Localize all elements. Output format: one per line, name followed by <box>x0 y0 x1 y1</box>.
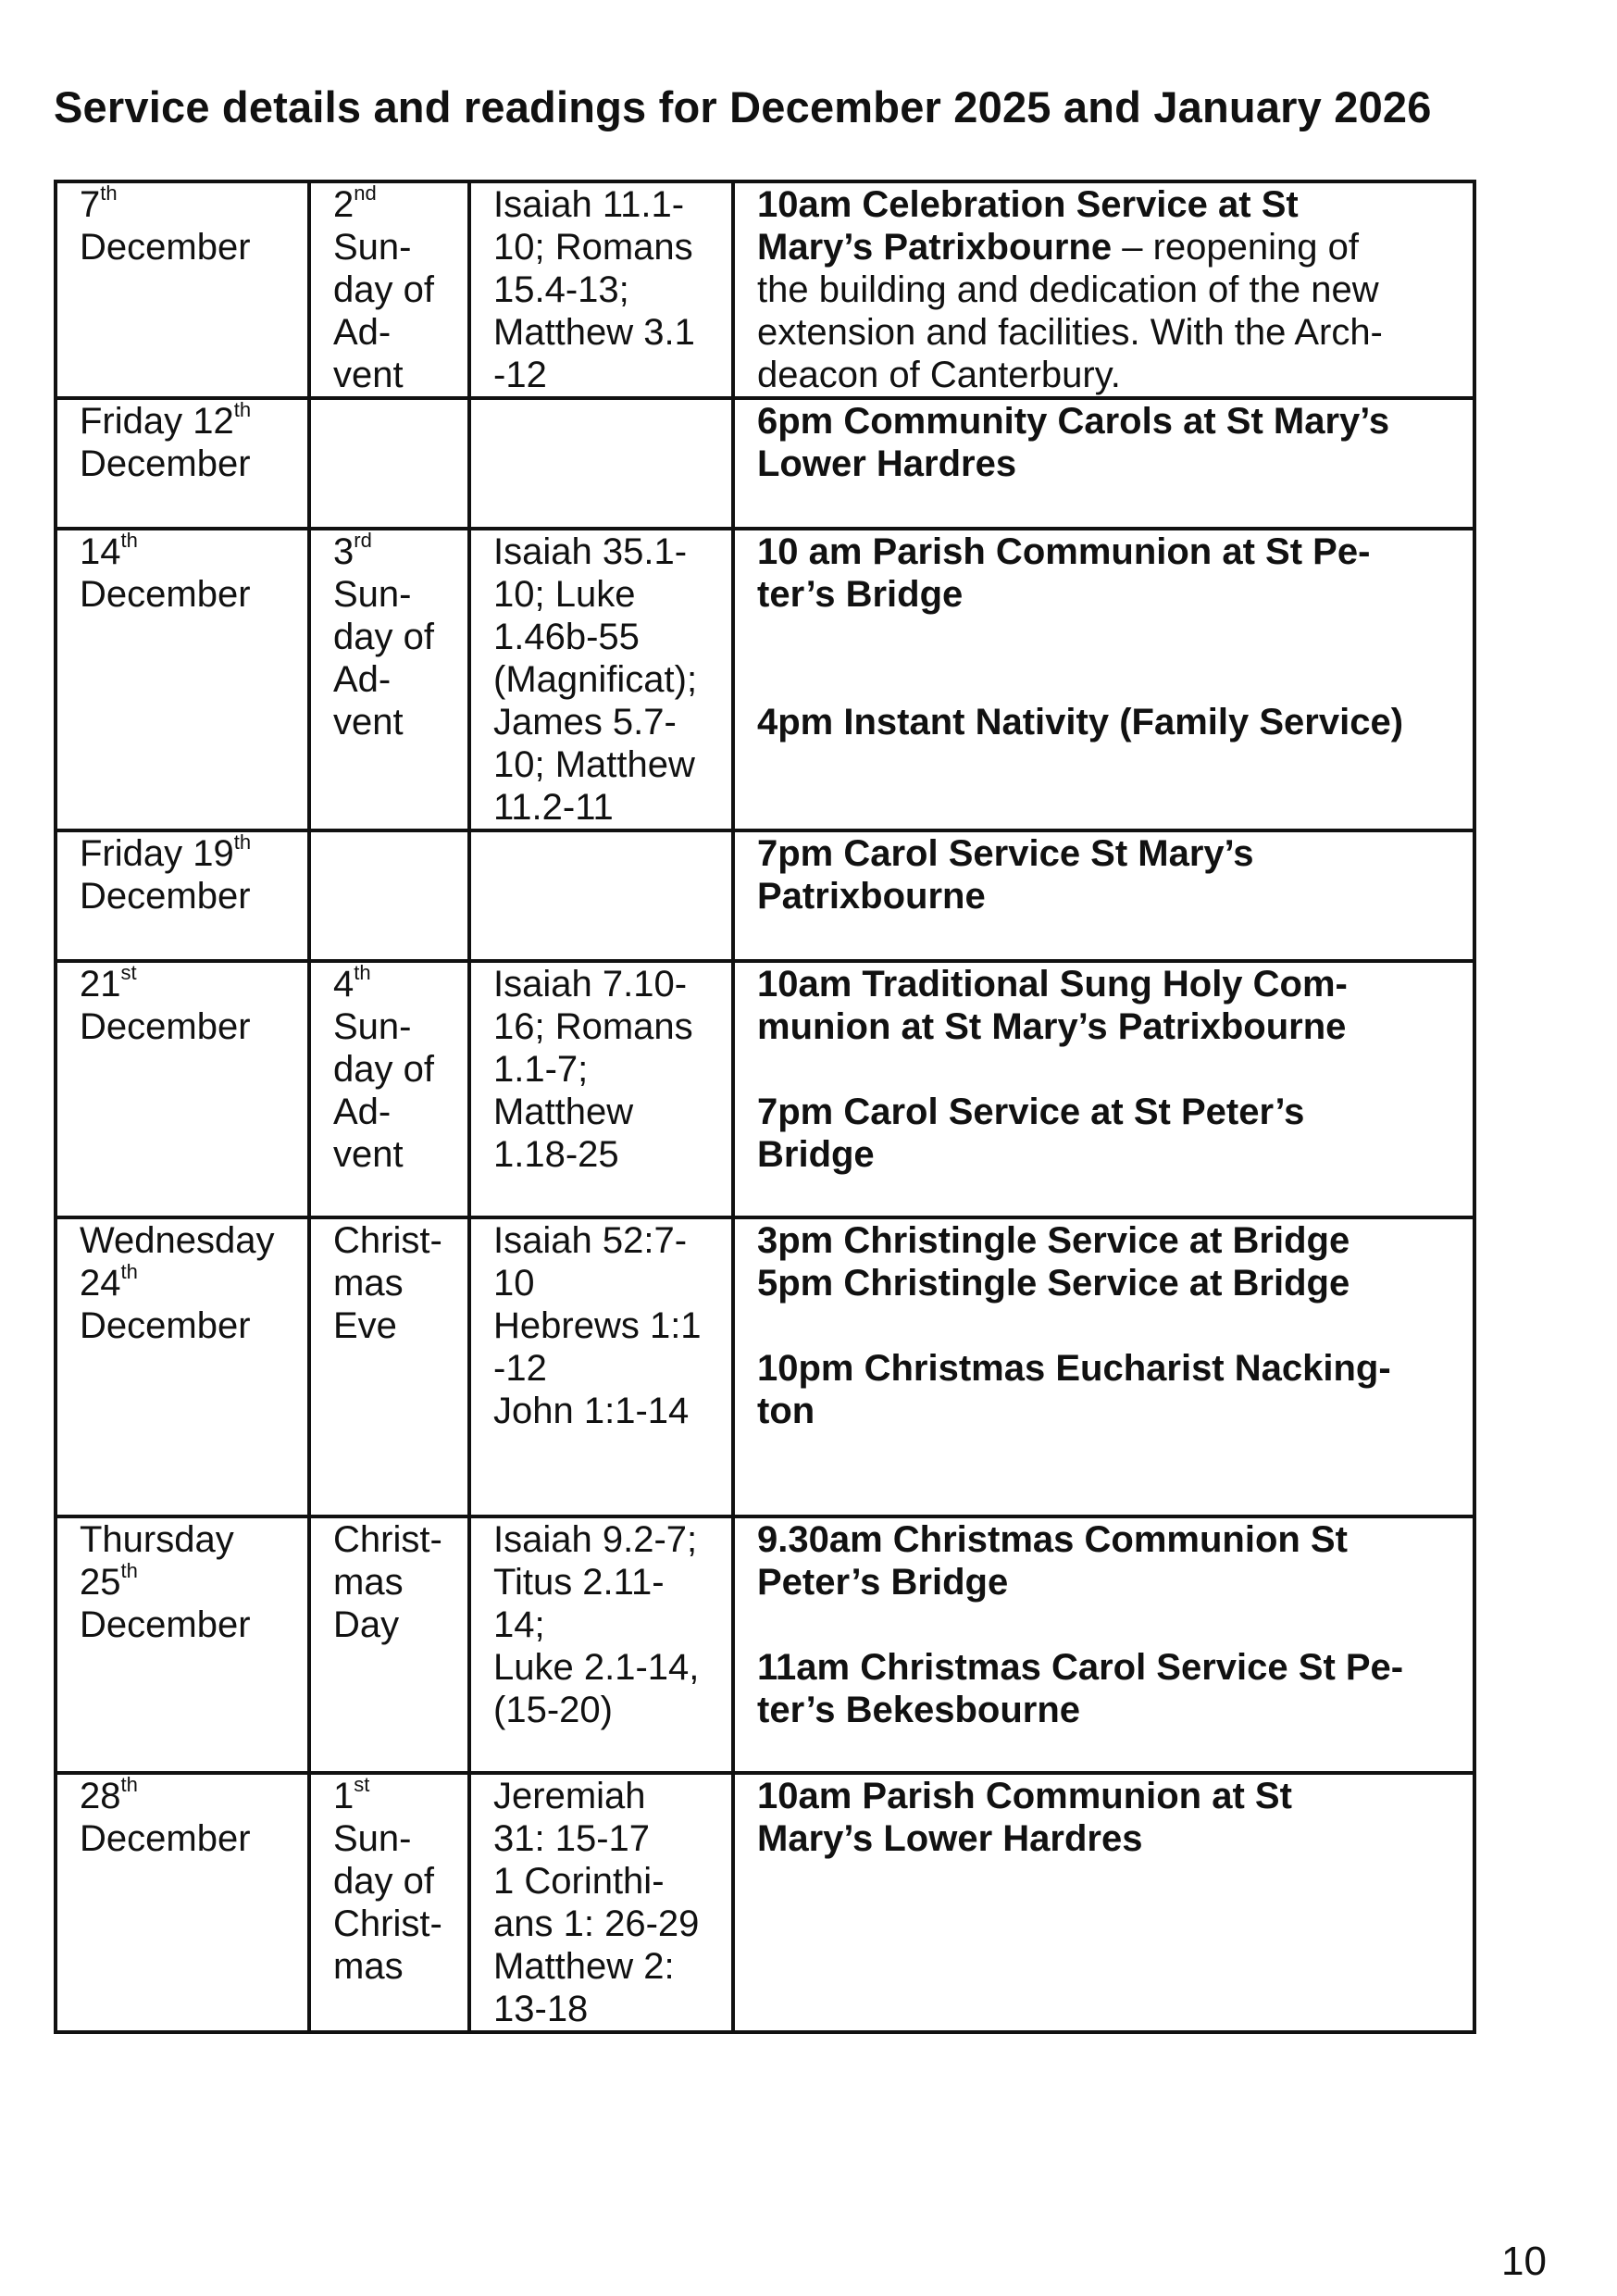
services-cell <box>733 1516 1474 1773</box>
date-number <box>80 1262 294 1304</box>
service-line <box>757 530 1460 573</box>
service-bold-text: 5pm Christingle Service at Bridge <box>757 1263 1350 1304</box>
liturgical-day-cell <box>309 398 469 529</box>
service-line <box>757 832 1460 875</box>
liturgical-day-line: mas <box>333 1562 404 1603</box>
reading-line: John 1:1-14 <box>493 1391 690 1431</box>
service-bold-text: Peter’s Bridge <box>757 1562 1009 1603</box>
services-cell <box>733 529 1474 830</box>
date-ordinal: th <box>100 181 118 205</box>
date-ordinal: th <box>120 1260 138 1283</box>
service-text: – reopening of <box>1112 227 1359 268</box>
service-bold-text: Lower Hardres <box>757 443 1017 484</box>
service-line <box>757 963 1460 1005</box>
date-prefix: 14 <box>80 531 121 572</box>
page-title: Service details and readings for December 2025 and January 2026 <box>54 82 1432 131</box>
sunday-number <box>333 183 454 226</box>
service-line <box>757 1561 1460 1603</box>
service-line <box>757 443 1460 485</box>
liturgical-day-line: Sun- <box>333 574 412 615</box>
service-line <box>757 1005 1460 1048</box>
liturgical-day-line: Sun- <box>333 1006 412 1047</box>
date-ordinal: st <box>120 961 137 984</box>
date-prefix: 7 <box>80 184 101 225</box>
readings-cell <box>469 1773 733 2032</box>
date-prefix: 25 <box>80 1562 121 1603</box>
liturgical-day-line: Eve <box>333 1305 397 1346</box>
services-cell <box>733 398 1474 529</box>
reading-line: Hebrews 1:1 <box>493 1305 702 1346</box>
service-row <box>56 1217 1474 1516</box>
liturgical-day-cell <box>309 181 469 398</box>
liturgical-day-line: Christ- <box>333 1519 442 1560</box>
reading-line: 14; <box>493 1604 545 1645</box>
service-row <box>56 1516 1474 1773</box>
liturgical-day-line: day of <box>333 1861 434 1902</box>
readings-cell <box>469 398 733 529</box>
reading-line: Titus 2.11- <box>493 1562 665 1603</box>
month-label: December <box>80 1006 251 1047</box>
liturgical-day-cell <box>309 1773 469 2032</box>
date-prefix: 21 <box>80 964 121 1004</box>
sunday-num: 4 <box>333 964 354 1004</box>
reading-line: 13-18 <box>493 1989 589 2029</box>
month-label: December <box>80 443 251 484</box>
date-cell <box>56 1217 309 1516</box>
date-number <box>80 1775 294 1817</box>
service-line <box>757 1219 1460 1262</box>
service-bold-text: Mary’s Patrixbourne <box>757 227 1113 268</box>
reading-line: Isaiah 35.1- <box>493 531 688 572</box>
service-bold-text: 10am Parish Communion at St <box>757 1776 1292 1816</box>
liturgical-day-line: Christ- <box>333 1903 442 1944</box>
weekday-label: Thursday <box>80 1519 234 1560</box>
sunday-number <box>333 1775 454 1817</box>
reading-line: 10; Matthew <box>493 744 695 785</box>
service-bold-text: ton <box>757 1391 815 1431</box>
services-cell <box>733 181 1474 398</box>
readings-cell <box>469 181 733 398</box>
liturgical-day-line: Day <box>333 1604 400 1645</box>
month-label: December <box>80 574 251 615</box>
reading-line: Luke 2.1-14, <box>493 1647 700 1688</box>
reading-line: Isaiah 52:7- <box>493 1220 688 1261</box>
service-line <box>757 268 1460 311</box>
service-bold-text: 10pm Christmas Eucharist Nacking- <box>757 1348 1391 1389</box>
liturgical-day-line: day of <box>333 269 434 310</box>
service-bold-text: 6pm Community Carols at St Mary’s <box>757 401 1390 442</box>
liturgical-day-line: mas <box>333 1263 404 1304</box>
service-row <box>56 1773 1474 2032</box>
reading-line: Isaiah 11.1- <box>493 184 685 225</box>
service-bold-text: 10am Celebration Service at St <box>757 184 1299 225</box>
service-line <box>757 1133 1460 1176</box>
reading-line: 31: 15-17 <box>493 1818 651 1859</box>
sunday-ordinal: th <box>354 961 371 984</box>
service-line <box>757 1775 1460 1817</box>
sunday-ordinal: nd <box>354 181 377 205</box>
reading-line: Isaiah 9.2-7; <box>493 1519 698 1560</box>
reading-line: 10; Luke <box>493 574 636 615</box>
date-ordinal: th <box>233 830 252 854</box>
sunday-num: 3 <box>333 531 354 572</box>
date-cell <box>56 398 309 529</box>
reading-line: 1.18-25 <box>493 1134 619 1175</box>
month-label: December <box>80 876 251 917</box>
service-row <box>56 181 1474 398</box>
date-ordinal: th <box>120 1559 138 1582</box>
reading-line: -12 <box>493 355 547 395</box>
date-cell <box>56 1773 309 2032</box>
reading-line: Matthew 3.1 <box>493 312 695 353</box>
service-row <box>56 961 1474 1217</box>
services-cell <box>733 830 1474 961</box>
spacer <box>757 1048 1460 1091</box>
liturgical-day-line: Ad- <box>333 659 392 700</box>
reading-line: Matthew <box>493 1092 634 1132</box>
reading-line: Isaiah 7.10- <box>493 964 688 1004</box>
service-bold-text: 10am Traditional Sung Holy Com- <box>757 964 1348 1004</box>
date-prefix: 28 <box>80 1776 121 1816</box>
liturgical-day-line: Sun- <box>333 1818 412 1859</box>
service-bold-text: Patrixbourne <box>757 876 986 917</box>
spacer <box>757 1603 1460 1646</box>
readings-cell <box>469 1217 733 1516</box>
liturgical-day-cell <box>309 1516 469 1773</box>
service-row <box>56 398 1474 529</box>
date-cell <box>56 1516 309 1773</box>
service-bold-text: Mary’s Lower Hardres <box>757 1818 1143 1859</box>
service-bold-text: Bridge <box>757 1134 875 1175</box>
sunday-number <box>333 530 454 573</box>
date-cell <box>56 830 309 961</box>
sunday-ordinal: rd <box>354 529 372 552</box>
month-label: December <box>80 1818 251 1859</box>
reading-line: ans 1: 26-29 <box>493 1903 700 1944</box>
reading-line: (Magnificat); <box>493 659 698 700</box>
date-ordinal: th <box>120 1773 138 1796</box>
service-text: deacon of Canterbury. <box>757 355 1121 395</box>
reading-line: 16; Romans <box>493 1006 693 1047</box>
month-label: December <box>80 1305 251 1346</box>
service-bold-text: 11am Christmas Carol Service St Pe- <box>757 1647 1404 1688</box>
sunday-ordinal: st <box>354 1773 370 1796</box>
date-cell <box>56 961 309 1217</box>
readings-cell <box>469 830 733 961</box>
liturgical-day-line: day of <box>333 617 434 657</box>
reading-line: James 5.7- <box>493 702 677 742</box>
service-line <box>757 1347 1460 1390</box>
liturgical-day-line: Ad- <box>333 1092 392 1132</box>
reading-line: 11.2-11 <box>493 787 614 828</box>
service-table-body <box>56 181 1474 2032</box>
date-number <box>80 1561 294 1603</box>
service-line <box>757 400 1460 443</box>
reading-line: 10 <box>493 1263 535 1304</box>
service-line <box>757 1262 1460 1304</box>
reading-line: 10; Romans <box>493 227 693 268</box>
date-ordinal: th <box>233 398 252 421</box>
service-line <box>757 1518 1460 1561</box>
service-bold-text: 7pm Carol Service St Mary’s <box>757 833 1254 874</box>
services-cell <box>733 1217 1474 1516</box>
service-line <box>757 183 1460 226</box>
liturgical-day-cell <box>309 961 469 1217</box>
liturgical-day-line: day of <box>333 1049 434 1090</box>
service-bold-text: 10 am Parish Communion at St Pe- <box>757 531 1371 572</box>
liturgical-day-line: vent <box>333 355 404 395</box>
liturgical-day-line: mas <box>333 1946 404 1987</box>
reading-line: Jeremiah <box>493 1776 646 1816</box>
reading-line: Matthew 2: <box>493 1946 675 1987</box>
services-cell <box>733 1773 1474 2032</box>
liturgical-day-line: Ad- <box>333 312 392 353</box>
service-line <box>757 1646 1460 1689</box>
reading-line: (15-20) <box>493 1690 613 1730</box>
service-bold-text: 3pm Christingle Service at Bridge <box>757 1220 1350 1261</box>
service-line <box>757 573 1460 616</box>
date-prefix: Friday 12 <box>80 401 234 442</box>
month-label: December <box>80 1604 251 1645</box>
sunday-number <box>333 963 454 1005</box>
date-ordinal: th <box>120 529 138 552</box>
service-bold-text: ter’s Bridge <box>757 574 964 615</box>
reading-line: 1 Corinthi- <box>493 1861 665 1902</box>
service-line <box>757 875 1460 917</box>
liturgical-day-cell <box>309 830 469 961</box>
liturgical-day-cell <box>309 1217 469 1516</box>
service-line <box>757 311 1460 354</box>
spacer <box>757 616 1460 658</box>
services-cell <box>733 961 1474 1217</box>
weekday-label: Wednesday <box>80 1220 275 1261</box>
page-number: 10 <box>1501 2239 1547 2284</box>
readings-cell <box>469 961 733 1217</box>
date-number <box>80 530 294 573</box>
date-prefix: 24 <box>80 1263 121 1304</box>
readings-cell <box>469 529 733 830</box>
reading-line: 1.1-7; <box>493 1049 589 1090</box>
date-cell <box>56 529 309 830</box>
reading-line: 1.46b-55 <box>493 617 640 657</box>
spacer <box>757 658 1460 701</box>
service-bold-text: 4pm Instant Nativity (Family Service) <box>757 702 1404 742</box>
service-bold-text: 7pm Carol Service at St Peter’s <box>757 1092 1305 1132</box>
liturgical-day-line: Sun- <box>333 227 412 268</box>
sunday-num: 1 <box>333 1776 354 1816</box>
date-number <box>80 183 294 226</box>
reading-line: -12 <box>493 1348 547 1389</box>
liturgical-day-line: vent <box>333 1134 404 1175</box>
service-text: extension and facilities. With the Arch- <box>757 312 1383 353</box>
reading-line: 15.4-13; <box>493 269 629 310</box>
sunday-num: 2 <box>333 184 354 225</box>
service-table <box>54 180 1476 2034</box>
date-number <box>80 963 294 1005</box>
service-line <box>757 354 1460 396</box>
date-prefix: Friday 19 <box>80 833 234 874</box>
liturgical-day-line: Christ- <box>333 1220 442 1261</box>
date-cell <box>56 181 309 398</box>
month-label: December <box>80 227 251 268</box>
service-line <box>757 701 1460 743</box>
date-number <box>80 832 294 875</box>
service-line <box>757 1817 1460 1860</box>
service-bold-text: 9.30am Christmas Communion St <box>757 1519 1348 1560</box>
service-line <box>757 1091 1460 1133</box>
service-text: the building and dedication of the new <box>757 269 1379 310</box>
liturgical-day-line: vent <box>333 702 404 742</box>
liturgical-day-cell <box>309 529 469 830</box>
spacer <box>757 1304 1460 1347</box>
service-line <box>757 1390 1460 1432</box>
service-row <box>56 830 1474 961</box>
service-bold-text: munion at St Mary’s Patrixbourne <box>757 1006 1347 1047</box>
readings-cell <box>469 1516 733 1773</box>
service-line <box>757 1689 1460 1731</box>
service-row <box>56 529 1474 830</box>
date-number <box>80 400 294 443</box>
service-bold-text: ter’s Bekesbourne <box>757 1690 1081 1730</box>
service-line <box>757 226 1460 268</box>
